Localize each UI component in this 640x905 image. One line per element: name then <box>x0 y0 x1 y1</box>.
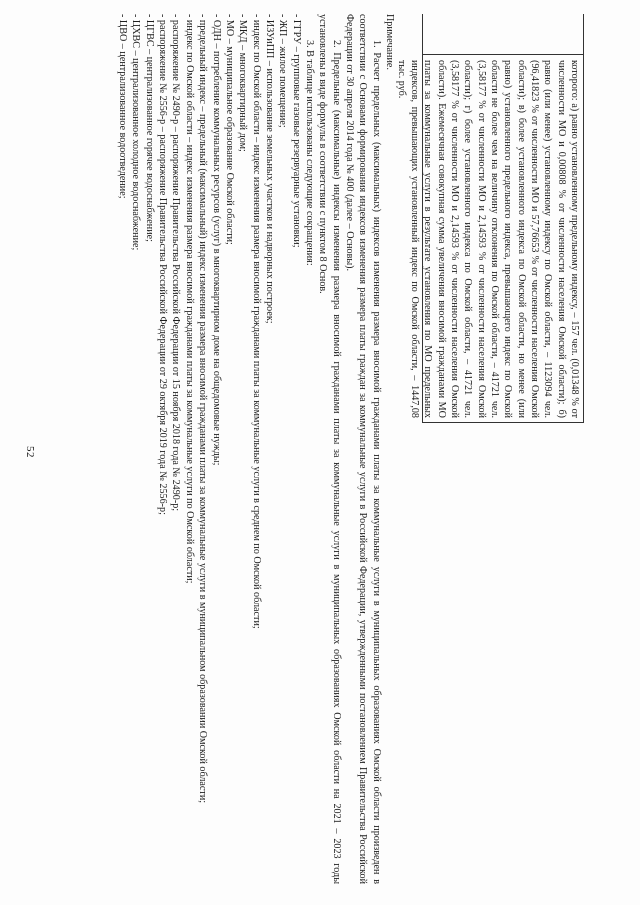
abbreviation-item: - ГГРУ – групповые газовые резервуарные установки; <box>290 14 302 248</box>
note-item-2: 2. Предельные (максимальные) индексы изменения размера вносимой гражданами платы за коммунальные услуги в муниципальных образованиях Омской области на 2021 – 2023 годы установлены в виде формулы в соответствии с пунктом 8 Основ. <box>317 14 342 884</box>
table-cell-text: которого: а) равно установленному предельному индексу, – 157 чел. (0,01348 % от численности МО и 0,00808 % от численности населения Омской области); б) равно (или менее) установленному индексу по Омской области, – 1123094 чел. (96,41823 % от численности МО и 57,76653 % от численности населения Омской области); в) более установленного индекса по Омской области, но менее (или равно) установленного предельного индекса, превышающего индекс по Омской области не более чем на величину отклонения по Омской области, – 41721 чел. (3,58177 % от численности МО и 2,14593 % от численности населения Омской области); г) более установленного индекса по Омской области, – 41721 чел. (3,58177 % от численности МО и 2,14593 % от численности населения Омской области). Ежемесячная совокупная сумма увеличения вносимой гражданами МО платы за коммунальные услуги в результате установления по МО предельных индексов, превышающих установленный индекс по Омской области, – 1447,08 тыс. руб. <box>395 60 580 418</box>
abbreviation-item: - распоряжение № 2490-р – распоряжение Правительства Российской Федерации от 15 ноября 2018 года № 2490-р; <box>170 14 182 512</box>
abbreviation-item: - ИЗУиПП – использование земельных участков и надворных построек; <box>263 14 275 324</box>
abbreviation-item: - индекс по Омской области – индекс изменения размера вносимой гражданами платы за коммунальные услуги по Омской области; <box>183 14 195 584</box>
table-column-divider <box>422 54 584 55</box>
abbreviation-item: - МКД – многоквартирный дом; <box>237 14 249 152</box>
abbreviation-item: - предельный индекс – предельный (максимальный) индекс изменения размера вносимой гражданами платы за коммунальные услуги в муниципальном образовании Омской области; <box>197 14 209 804</box>
note-item-1: 1. Расчет предельных (максимальных) индексов изменения размера вносимой гражданами платы за коммунальные услуги в муниципальных образованиях Омской области произведен в соответствии с Основами формирования индексов изменения размера платы граждан за коммунальные услуги в Российской Федерации, утвержденными постановлением Правительства Российской Федерации от 30 апреля 2014 года № 400 (далее – Основы). <box>343 14 382 884</box>
page-number: 52 <box>24 446 36 458</box>
abbreviation-item: - ЦВО – централизованное водоотведение; <box>117 14 129 199</box>
abbreviation-item: - ОДН – потребление коммунальных ресурсов (услуг) в многоквартирном доме на общедомовые нужды; <box>210 14 222 466</box>
abbreviation-item: - распоряжение № 2556-р – распоряжение Правительства Российской Федерации от 29 октября 2019 года № 2556-р; <box>157 14 169 515</box>
notes-heading: Примечание. <box>384 14 395 70</box>
abbreviation-item: - ЦГВС – централизованное горячее водоснабжение; <box>143 14 155 242</box>
abbreviation-item: - индекс по Омской области – индекс изменения размера вносимой гражданами платы за коммунальные услуги в среднем по Омской области; <box>250 14 262 629</box>
notes-section <box>116 14 396 884</box>
abbreviation-item: - МО – муниципальное образование Омской области; <box>223 14 235 245</box>
abbreviation-item: - ЖП – жилое помещение; <box>277 14 289 128</box>
abbreviation-item: - ЦХВС – централизованное холодное водоснабжение; <box>130 14 142 251</box>
note-item-3: 3. В таблице использованы следующие сокращения: <box>303 40 315 266</box>
rotated-page-content <box>28 14 584 884</box>
table-cell-box <box>395 14 584 423</box>
